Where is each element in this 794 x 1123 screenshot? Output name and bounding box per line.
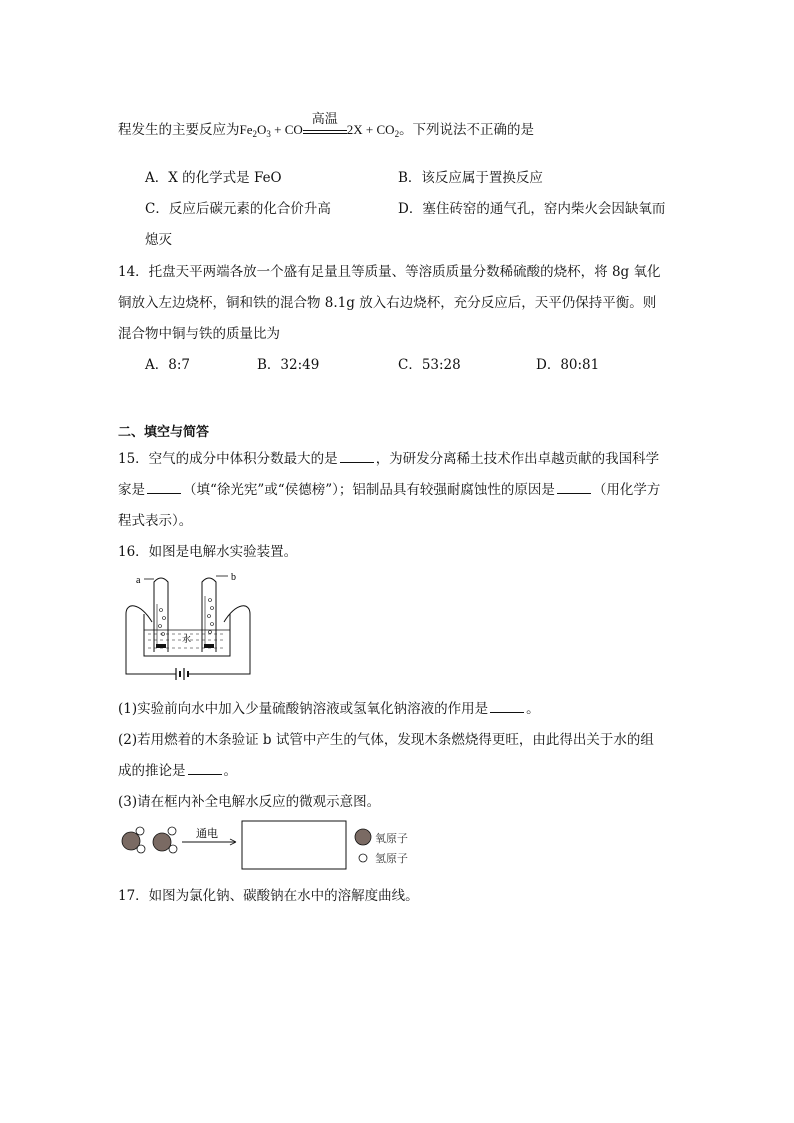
label-water: 水 [182,634,192,644]
water-molecule-icon [122,827,145,853]
q13-stem [118,112,535,139]
q13-option-d[interactable]: D．塞住砖窑的通气孔，窑内柴火会因缺氧而 [398,201,666,217]
q13-stem-prefix: 程发生的主要反应为 [118,122,240,138]
micro-reaction-diagram [118,818,428,872]
q14-option-d[interactable]: D．80:81 [536,357,600,373]
q16-sub2-line2: 成的推论是 。 [118,763,237,779]
label-a: a [136,575,141,586]
q14-option-c[interactable]: C．53:28 [398,357,461,373]
q13-option-d-cont: 熄灭 [145,232,172,248]
water-molecule-icon [153,827,177,853]
q16-blank-2[interactable] [188,763,222,775]
q14-line2: 铜放入左边烧杯，铜和铁的混合物 8.1g 放入右边烧杯，充分反应后，天平仍保持平衡。则 [118,295,657,311]
q16-sub1: (1)实验前向水中加入少量硫酸钠溶液或氢氧化钠溶液的作用是 。 [118,701,540,717]
electrode-left [156,644,166,648]
arrow-label: 通电 [196,827,218,840]
q15-line3: 程式表示）。 [118,513,193,529]
q14-line3: 混合物中铜与铁的质量比为 [118,326,280,342]
legend-oxygen: 氧原子 [375,832,408,845]
label-b: b [231,572,236,583]
q13-condition: 高温 [311,112,338,127]
answer-box[interactable] [242,821,346,869]
q16-sub2-line1: (2)若用燃着的木条验证 b 试管中产生的气体，发现木条燃烧得更旺，由此得出关于水的组 [118,732,654,748]
q15-line2: 家是 （填“徐光宪”或“侯德榜”）；铝制品具有较强耐腐蚀性的原因是 （用化学方 [118,482,661,498]
q13-stem-suffix: 。下列说法不正确的是 [399,122,535,138]
q14-option-b[interactable]: B．32:49 [257,357,320,373]
q16-title: 16．如图是电解水实验装置。 [118,544,298,560]
q15-blank-2[interactable] [147,482,181,494]
test-tube-a [154,578,168,652]
q13-option-a[interactable]: A．X 的化学式是 FeO [145,170,282,186]
q13-equation: $Fe_2O_3$ + CO 高温 $2X + CO_2$ [240,122,400,137]
q16-blank-1[interactable] [490,701,524,713]
q14-option-a[interactable]: A．8:7 [145,357,190,373]
electrode-right [204,644,214,648]
electrolysis-apparatus-diagram [118,566,258,688]
battery-icon [170,668,194,680]
test-tube-b [202,578,216,652]
q17-title: 17．如图为氯化钠、碳酸钠在水中的溶解度曲线。 [118,888,419,904]
q15-blank-1[interactable] [340,451,374,463]
q15-blank-3[interactable] [557,482,591,494]
legend-hydrogen: 氢原子 [375,852,408,865]
q15-line1: 15．空气的成分中体积分数最大的是 ，为研发分离稀土技术作出卓越贡献的我国科学 [118,451,660,467]
section-heading: 二、填空与简答 [118,425,210,440]
q13-option-b[interactable]: B．该反应属于置换反应 [398,170,543,186]
q16-sub3: (3)请在框内补全电解水反应的微观示意图。 [118,794,381,810]
oxygen-atom-icon [355,829,371,845]
q13-option-c[interactable]: C．反应后碳元素的化合价升高 [145,201,331,217]
q14-line1: 14．托盘天平两端各放一个盛有足量且等质量、等溶质质量分数稀硫酸的烧杯，将 8g 氧化 [118,264,661,280]
hydrogen-atom-icon [359,854,367,862]
